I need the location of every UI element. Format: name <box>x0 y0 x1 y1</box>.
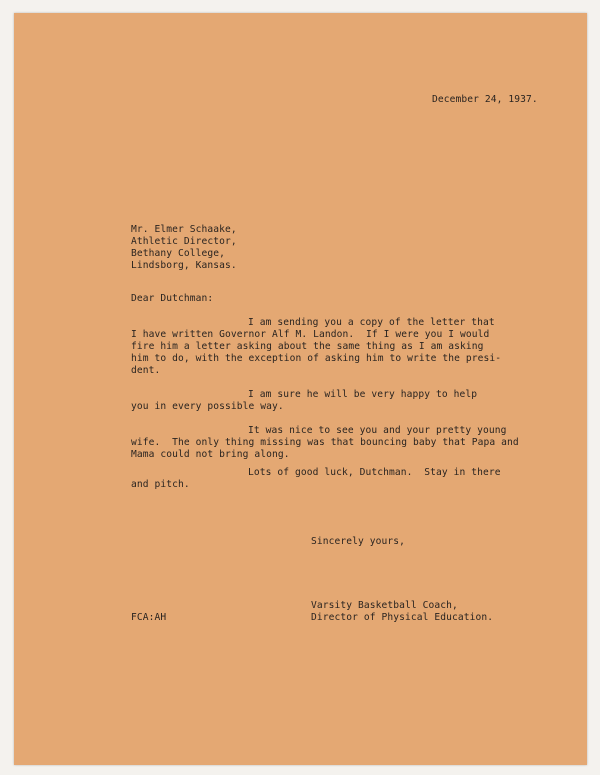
paragraph-1-line-1: I am sending you a copy of the letter that <box>248 317 495 328</box>
address-line-4: Lindsborg, Kansas. <box>131 260 237 271</box>
paragraph-1-line-4: him to do, with the exception of asking him to write the presi- <box>131 353 502 364</box>
paragraph-1-line-5: dent. <box>131 365 161 376</box>
letter-page <box>14 13 587 765</box>
letter-date: December 24, 1937. <box>432 94 538 105</box>
paragraph-1-line-2: I have written Governor Alf M. Landon. If I were you I would <box>131 329 490 340</box>
address-line-2: Athletic Director, <box>131 236 237 247</box>
salutation: Dear Dutchman: <box>131 293 214 304</box>
paragraph-4-line-1: Lots of good luck, Dutchman. Stay in there <box>248 467 501 478</box>
paragraph-2-line-2: you in every possible way. <box>131 401 284 412</box>
paragraph-3-line-1: It was nice to see you and your pretty young <box>248 425 507 436</box>
address-line-3: Bethany College, <box>131 248 226 259</box>
signature-line-1: Varsity Basketball Coach, <box>311 600 458 611</box>
paragraph-4-line-2: and pitch. <box>131 479 190 490</box>
paragraph-1-line-3: fire him a letter asking about the same thing as I am asking <box>131 341 484 352</box>
address-line-1: Mr. Elmer Schaake, <box>131 224 237 235</box>
closing: Sincerely yours, <box>311 536 406 547</box>
initials: FCA:AH <box>131 612 167 623</box>
paragraph-3-line-3: Mama could not bring along. <box>131 449 290 460</box>
signature-line-2: Director of Physical Education. <box>311 612 494 623</box>
paragraph-3-line-2: wife. The only thing missing was that bouncing baby that Papa and <box>131 437 519 448</box>
paragraph-2-line-1: I am sure he will be very happy to help <box>248 389 478 400</box>
